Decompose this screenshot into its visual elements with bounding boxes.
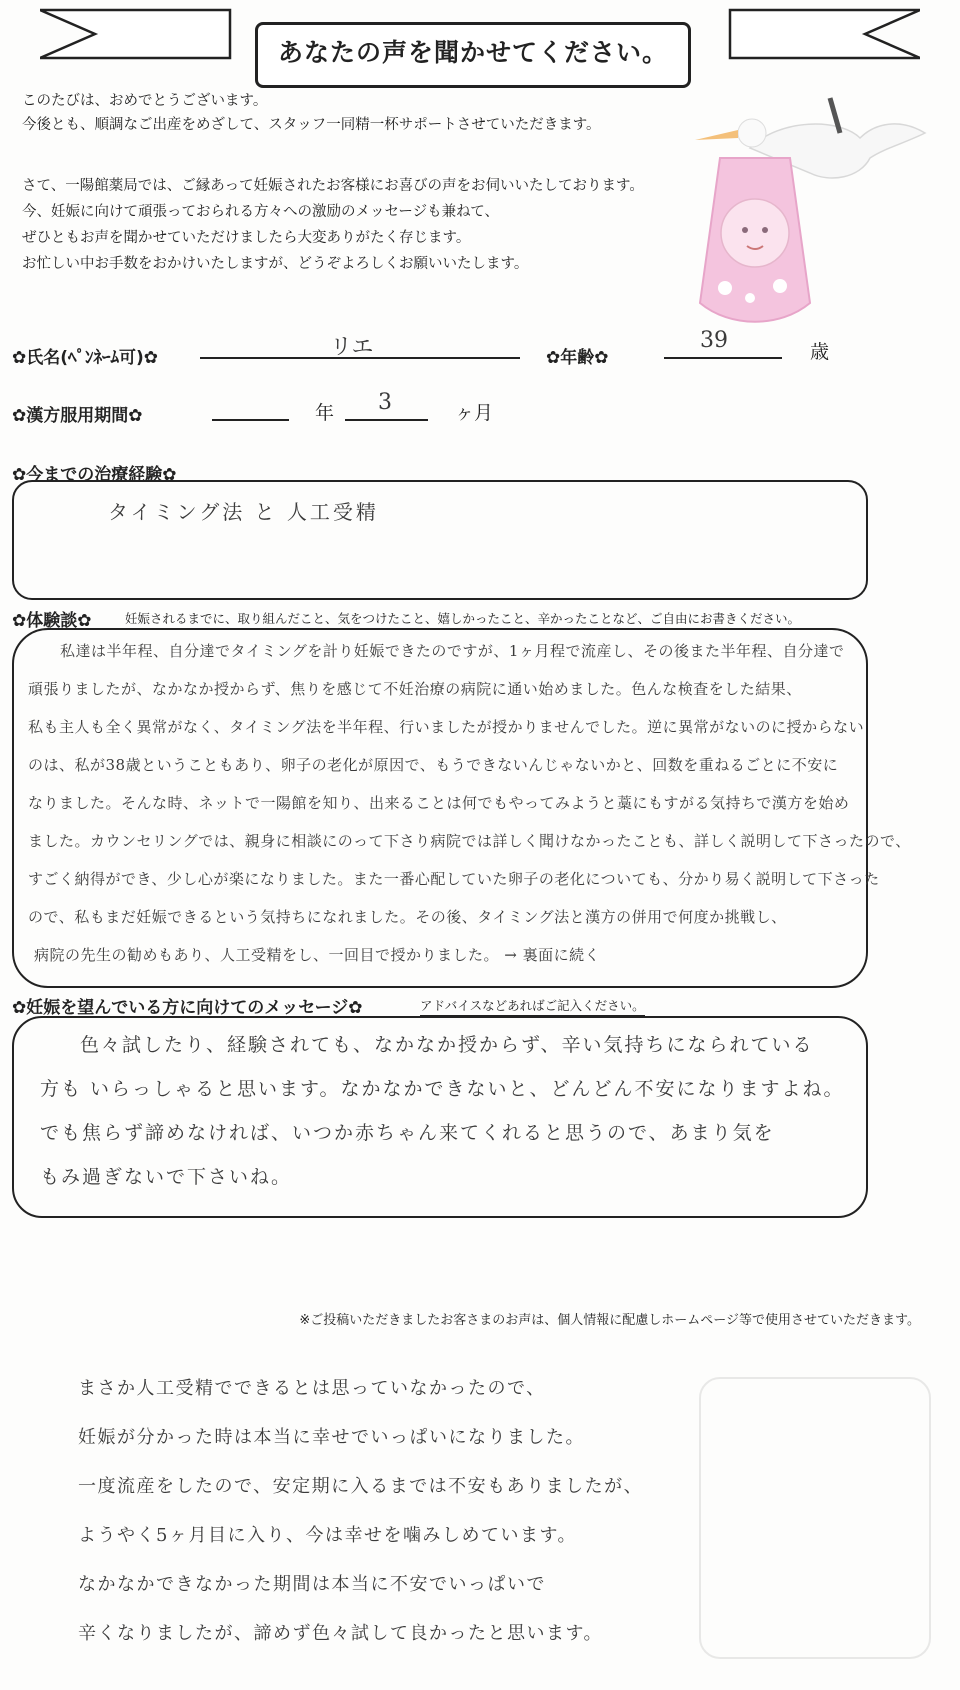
backside-line: 辛くなりましたが、諦めず色々試して良かったと思います。 bbox=[78, 1623, 604, 1644]
experience-line: 病院の先生の勧めもあり、人工受精をし、一回目で授かりました。 → 裏面に続く bbox=[34, 946, 601, 964]
experience-line: 私達は半年程、自分達でタイミングを計り妊娠できたのですが、1ヶ月程で流産し、その後また半年程、自分達で bbox=[60, 642, 845, 660]
backside-line: 一度流産をしたので、安定期に入るまでは不安もありましたが、 bbox=[78, 1476, 644, 1497]
message-label: ✿妊娠を望んでいる方に向けてのメッセージ✿ bbox=[12, 998, 363, 1018]
age-field-line bbox=[664, 356, 782, 359]
page-title: あなたの声を聞かせてください。 bbox=[255, 22, 691, 88]
period-months-value[interactable]: 3 bbox=[378, 390, 392, 415]
experience-line: のは、私が38歳ということもあり、卵子の老化が原因で、もうできないんじゃないかと、回数を重ねるごとに不安に bbox=[28, 756, 839, 774]
name-label: ✿氏名(ﾍﾟﾝﾈｰﾑ可)✿ bbox=[12, 348, 159, 368]
message-line: 方も いらっしゃると思います。なかなかできないと、どんどん不安になりますよね。 bbox=[40, 1078, 845, 1100]
period-months-line bbox=[345, 418, 428, 421]
backside-line: ようやく5ヶ月目に入り、今は幸せを噛みしめています。 bbox=[78, 1525, 578, 1546]
period-years-line bbox=[212, 418, 289, 421]
name-value[interactable]: リエ bbox=[330, 335, 374, 360]
experience-line: 頑張りましたが、なかなか授からず、焦りを感じて不妊治療の病院に通い始めました。色んな検査をした結果、 bbox=[28, 680, 802, 698]
experience-line: ので、私もまだ妊娠できるという気持ちになれました。その後、タイミング法と漢方の併用で何度か挑戦し、 bbox=[28, 908, 787, 926]
bleed-through-illustration bbox=[690, 1368, 940, 1668]
backside-line: なかなかできなかった期間は本当に不安でいっぱいで bbox=[78, 1574, 546, 1595]
baby-bundle-icon bbox=[700, 158, 810, 322]
intro-line: さて、一陽館薬局では、ご縁あって妊娠されたお客様にお喜びの声をお伺いいたしております。 bbox=[22, 178, 644, 194]
backside-line: 妊娠が分かった時は本当に幸せでいっぱいになりました。 bbox=[78, 1427, 585, 1448]
experience-line: ました。カウンセリングでは、親身に相談にのって下さり病院では詳しく聞けなかったことも、詳しく説明して下さったので、 bbox=[28, 832, 911, 850]
treatment-text[interactable]: タイミング法 と 人工受精 bbox=[108, 500, 379, 524]
experience-hint: 妊娠されるまでに、取り組んだこと、気をつけたこと、嬉しかったこと、辛かったことなど、ご自由にお書きください。 bbox=[125, 609, 800, 629]
experience-line: すごく納得ができ、少し心が楽になりました。また一番心配していた卵子の老化についても、分かり易く説明して下さった bbox=[28, 870, 880, 888]
backside-line: まさか人工受精でできるとは思っていなかったので、 bbox=[78, 1378, 546, 1399]
year-unit: 年 bbox=[315, 402, 335, 424]
stork-baby-illustration bbox=[690, 88, 930, 333]
privacy-note: ※ご投稿いただきましたお客さまのお声は、個人情報に配慮しホームページ等で使用させていただきます。 bbox=[299, 1313, 920, 1328]
intro-line: このたびは、おめでとうございます。 bbox=[22, 93, 268, 109]
intro-line: 今、妊娠に向けて頑張っておられる方々への激励のメッセージも兼ねて、 bbox=[22, 204, 499, 220]
age-label: ✿年齢✿ bbox=[546, 348, 609, 368]
period-label: ✿漢方服用期間✿ bbox=[12, 406, 143, 426]
age-unit: 歳 bbox=[810, 341, 830, 363]
experience-line: なりました。そんな時、ネットで一陽館を知り、出来ることは何でもやってみようと藁にもすがる気持ちで漢方を始め bbox=[28, 794, 850, 812]
intro-line: ぜひともお声を聞かせていただけましたら大変ありがたく存じます。 bbox=[22, 230, 471, 246]
message-line: でも焦らず諦めなければ、いつか赤ちゃん来てくれると思うので、あまり気を bbox=[40, 1122, 775, 1144]
experience-label: ✿体験談✿ bbox=[12, 611, 92, 631]
experience-line: 私も主人も全く異常がなく、タイミング法を半年程、行いましたが授かりませんでした。逆に異常がないのに授からない bbox=[28, 718, 865, 736]
age-value[interactable]: 39 bbox=[700, 328, 728, 353]
intro-line: 今後とも、順調なご出産をめざして、スタッフ一同精一杯サポートさせていただきます。 bbox=[22, 117, 601, 133]
message-line: 色々試したり、経験されても、なかなか授からず、辛い気持ちになられている bbox=[80, 1034, 814, 1056]
treatment-label: ✿今までの治療経験✿ bbox=[12, 465, 177, 485]
intro-line: お忙しい中お手数をおかけいたしますが、どうぞよろしくお願いいたします。 bbox=[22, 256, 529, 272]
month-unit: ヶ月 bbox=[455, 402, 494, 424]
message-line: もみ過ぎないで下さいね。 bbox=[40, 1166, 293, 1188]
message-hint: アドバイスなどあればご記入ください。 bbox=[420, 996, 645, 1016]
